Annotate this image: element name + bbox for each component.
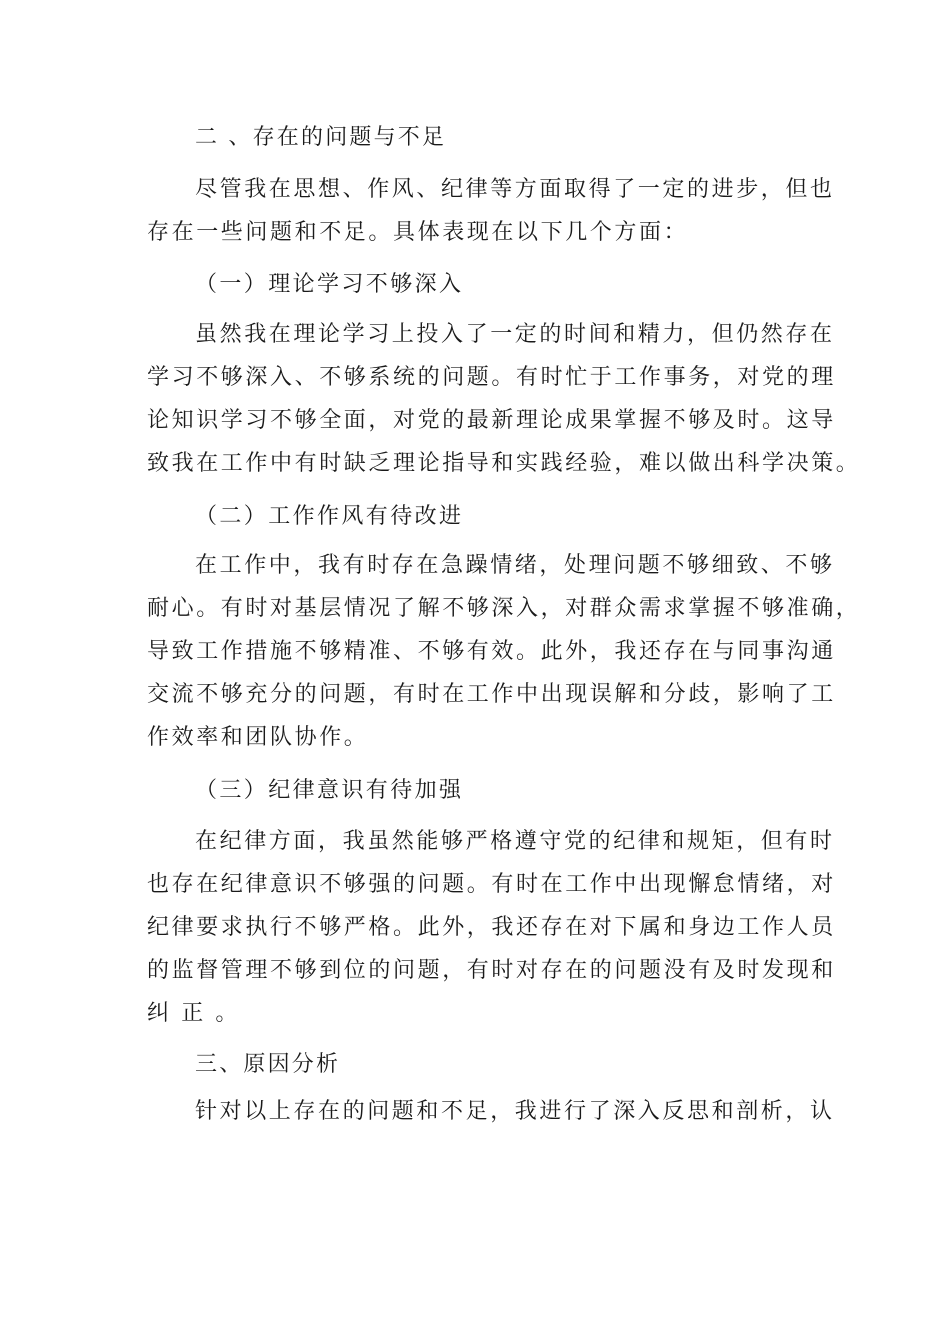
paragraph-line: 交流不够充分的问题，有时在工作中出现误解和分歧，影响了工 <box>147 682 836 707</box>
subheading-work-style: （二）工作作风有待改进 <box>195 504 464 529</box>
paragraph-line: 尽管我在思想、作风、纪律等方面取得了一定的进步，但也 <box>195 177 835 202</box>
paragraph-line: 的监督管理不够到位的问题，有时对存在的问题没有及时发现和 <box>147 958 836 983</box>
paragraph-line: 针对以上存在的问题和不足，我进行了深入反思和剖析，认 <box>195 1099 835 1124</box>
section-heading-problems: 二 、存在的问题与不足 <box>195 125 447 150</box>
paragraph-line: 导致工作措施不够精准、不够有效。此外，我还存在与同事沟通 <box>147 639 836 664</box>
paragraph-line: 也存在纪律意识不够强的问题。有时在工作中出现懈怠情绪，对 <box>147 872 836 897</box>
paragraph-line: 学习不够深入、不够系统的问题。有时忙于工作事务，对党的理 <box>147 365 836 390</box>
paragraph-line: 作效率和团队协作。 <box>147 725 369 750</box>
subheading-theory-study: （一）理论学习不够深入 <box>195 272 464 297</box>
subheading-discipline: （三）纪律意识有待加强 <box>195 778 464 803</box>
paragraph-line: 在工作中，我有时存在急躁情绪，处理问题不够细致、不够 <box>195 553 835 578</box>
paragraph-line: 纠 正 。 <box>147 1001 240 1026</box>
paragraph-line: 存在一些问题和不足。具体表现在以下几个方面： <box>147 220 689 245</box>
paragraph-line: 耐心。有时对基层情况了解不够深入，对群众需求掌握不够准确， <box>147 596 861 621</box>
paragraph-line: 论知识学习不够全面，对党的最新理论成果掌握不够及时。这导 <box>147 408 836 433</box>
paragraph-line: 致我在工作中有时缺乏理论指导和实践经验，难以做出科学决策。 <box>147 451 861 476</box>
paragraph-line: 虽然我在理论学习上投入了一定的时间和精力，但仍然存在 <box>195 322 835 347</box>
paragraph-line: 纪律要求执行不够严格。此外，我还存在对下属和身边工作人员 <box>147 915 836 940</box>
paragraph-line: 在纪律方面，我虽然能够严格遵守党的纪律和规矩，但有时 <box>195 829 835 854</box>
section-heading-cause-analysis: 三、原因分析 <box>195 1052 341 1077</box>
